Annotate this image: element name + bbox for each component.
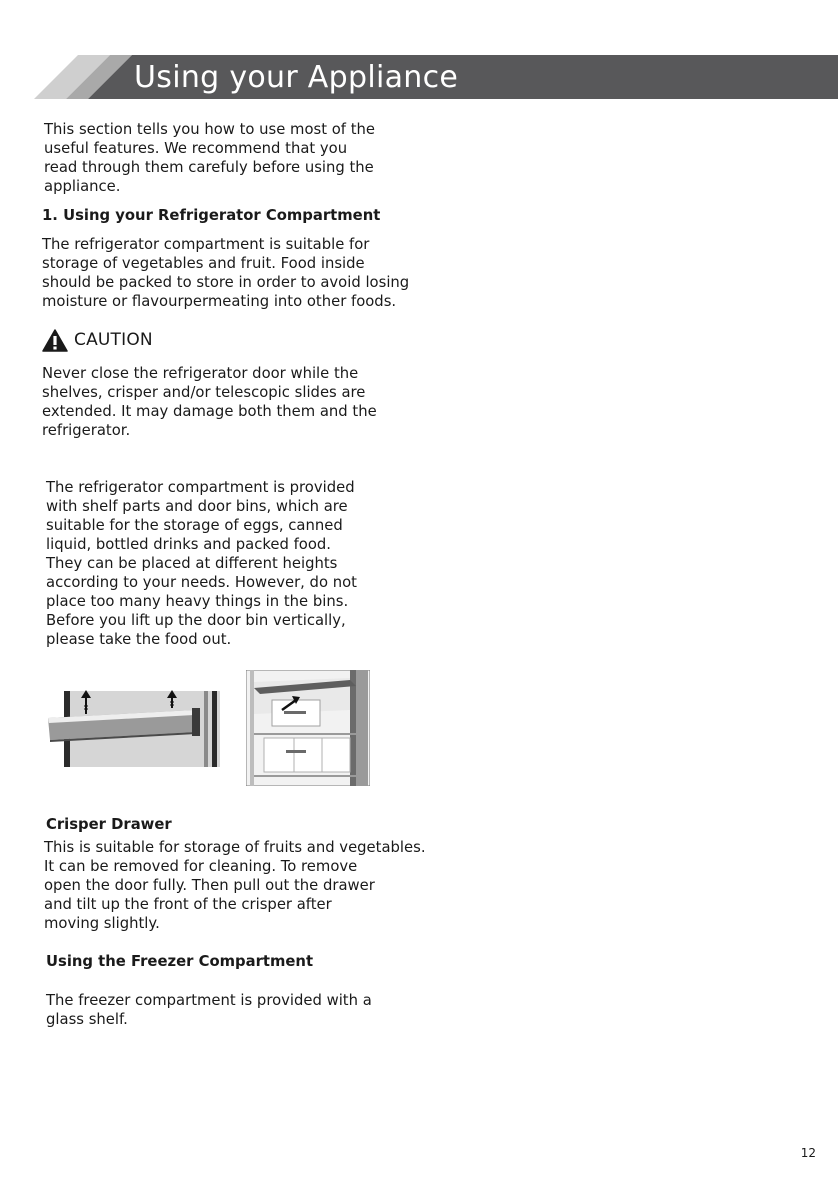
caution-header (42, 327, 153, 353)
shelves-crisper-illustration (246, 670, 370, 786)
freezer-paragraph: The freezer compartment is provided with a glass shelf. (46, 992, 372, 1028)
refrigerator-paragraph: The refrigerator compartment is suitable for storage of vegetables and fruit. Food inside should be packed to store in order to avoid losing moisture or flavourpermeating into other foods. (42, 236, 410, 310)
door-bins-paragraph: The refrigerator compartment is provided with shelf parts and door bins, which are suitable for the storage of eggs, canned liquid, bottled drinks and packed food. They can be placed at different heights according to your needs. However, do not place too many heavy things in the bins. Before you lift up the door bin vertically, please take the food out. (46, 479, 357, 648)
warning-triangle-icon (42, 329, 68, 352)
section-header-banner (34, 55, 838, 99)
caution-label: CAUTION (74, 330, 153, 350)
crisper-paragraph: This is suitable for storage of fruits and vegetables. It can be removed for cleaning. To remove open the door fully. Then pull out the drawer and tilt up the front of the crisper after moving slightly. (44, 839, 426, 932)
section-heading-crisper: Crisper Drawer (46, 816, 172, 833)
caution-paragraph: Never close the refrigerator door while the shelves, crisper and/or telescopic slides are extended. It may damage both them and the refrigerator. (42, 365, 377, 439)
intro-paragraph: This section tells you how to use most of the useful features. We recommend that you read through them carefuly before using the appliance. (44, 121, 375, 195)
page-title: Using your Appliance (134, 60, 459, 95)
page-number: 12 (800, 1146, 816, 1160)
section-heading-freezer: Using the Freezer Compartment (46, 953, 314, 970)
door-bin-illustration (44, 688, 222, 768)
section-heading-refrigerator: 1. Using your Refrigerator Compartment (42, 207, 381, 224)
